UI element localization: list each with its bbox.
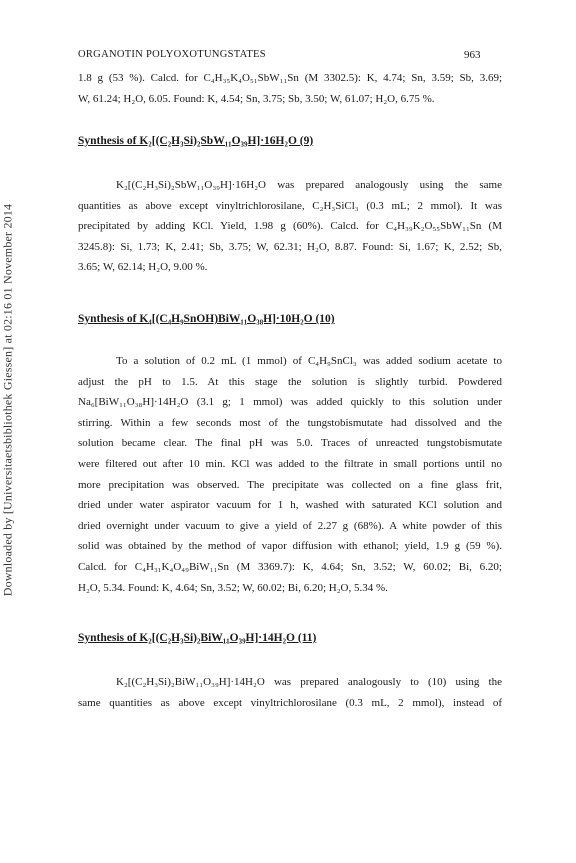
text-line: K₂[(C₂H₃Si)₂SbW₁₁O₃₉H]·16H₂O was prepared analogously using the same bbox=[116, 179, 502, 191]
text-line: stirring. Within a few seconds most of the tungstobismutate had dissolved and the bbox=[78, 416, 502, 429]
text-line: solution became clear. The final pH was 5.0. Traces of unreacted tungstobismutate bbox=[78, 437, 502, 450]
text-line: adjust the pH to 1.5. At this stage the solution is slightly turbid. Powdered bbox=[78, 375, 502, 388]
text-line: quantities as above except vinyltrichlorosilane, C₂H₃SiCl₃ (0.3 mL; 2 mmol). It was bbox=[78, 199, 502, 212]
section-heading-compound-9: Synthesis of K₂[(C₂H₃Si)₂SbW₁₁O₃₉H]·16H₂O (9) bbox=[78, 135, 314, 147]
text-line: dried under water aspirator vacuum for 1 h, washed with saturated KCl solution and bbox=[78, 499, 502, 512]
text-line: more precipitation was observed. The precipitate was collected on a fine glass frit, bbox=[78, 478, 502, 491]
text-line: 3245.8): Si, 1.73; K, 2.41; Sb, 3.75; W, 62.31; H₂O, 8.87. Found: Si, 1.67; K, 2.52; Sb, bbox=[78, 240, 502, 253]
text-line: solid was obtained by the method of vapor diffusion with ethanol; yield, 1.9 g (59 %). bbox=[78, 540, 502, 553]
running-title: ORGANOTIN POLYOXOTUNGSTATES bbox=[78, 49, 266, 60]
page-number: 963 bbox=[464, 49, 481, 61]
text-line: dried overnight under vacuum to give a yield of 2.27 g (68%). A white powder of this bbox=[78, 519, 502, 532]
text-line: W, 61.24; H₂O, 6.05. Found: K, 4.54; Sn, 3.75; Sb, 3.50; W, 61.07; H₂O, 6.75 %. bbox=[78, 92, 435, 105]
text-line: Calcd. for C₄H₃₁K₄O₄₉BiW₁₁Sn (M 3369.7): K, 4.64; Sn, 3.52; W, 60.02; Bi, 6.20; bbox=[78, 560, 502, 573]
text-line: Na₆[BiW₁₁O₃₈H]·14H₂O (3.1 g; 1 mmol) was added quickly to this solution under bbox=[78, 396, 502, 409]
text-line: precipitated by adding KCl. Yield, 1.98 g (60%). Calcd. for C₄H₃₉K₂O₅₅SbW₁₁Sn (M bbox=[78, 220, 502, 233]
text-line: To a solution of 0.2 mL (1 mmol) of C₄H₉SnCl₃ was added sodium acetate to bbox=[116, 355, 502, 367]
download-watermark bbox=[0, 160, 20, 640]
text-line: 3.65; W, 62.14; H₂O, 9.00 %. bbox=[78, 261, 208, 274]
text-line: K₂[(C₂H₃Si)₂BiW₁₁O₃₉H]·14H₂O was prepared analogously to (10) using the bbox=[116, 676, 502, 688]
download-watermark-text: Downloaded by [Universitaetsbibliothek Giessen] at 02:16 01 November 2014 bbox=[0, 203, 15, 597]
paragraph-compound-11 bbox=[78, 672, 502, 713]
section-heading-compound-10: Synthesis of K₄[(C₄H₉SnOH)BiW₁₁O₃₈H]·10H₂O (10) bbox=[78, 313, 335, 325]
text-line: H₂O, 5.34. Found: K, 4.64; Sn, 3.52; W, 60.02; Bi, 6.20; H₂O, 5.34 %. bbox=[78, 581, 388, 594]
paragraph-compound-8-analysis bbox=[78, 68, 502, 109]
section-heading-compound-11: Synthesis of K₂[(C₂H₃Si)₂BiW₁₁O₃₉H]·14H₂O (11) bbox=[78, 632, 317, 644]
paragraph-compound-9 bbox=[78, 175, 502, 278]
paragraph-compound-10 bbox=[78, 351, 502, 598]
text-line: were filtered out after 10 min. KCl was added to the filtrate in small portions until no bbox=[78, 457, 502, 470]
text-line: 1.8 g (53 %). Calcd. for C₄H₃₅K₄O₅₁SbW₁₁Sn (M 3302.5): K, 4.74; Sn, 3.59; Sb, 3.69; bbox=[78, 72, 502, 84]
text-line: same quantities as above except vinyltrichlorosilane (0.3 mL, 2 mmol), instead of bbox=[78, 696, 502, 709]
